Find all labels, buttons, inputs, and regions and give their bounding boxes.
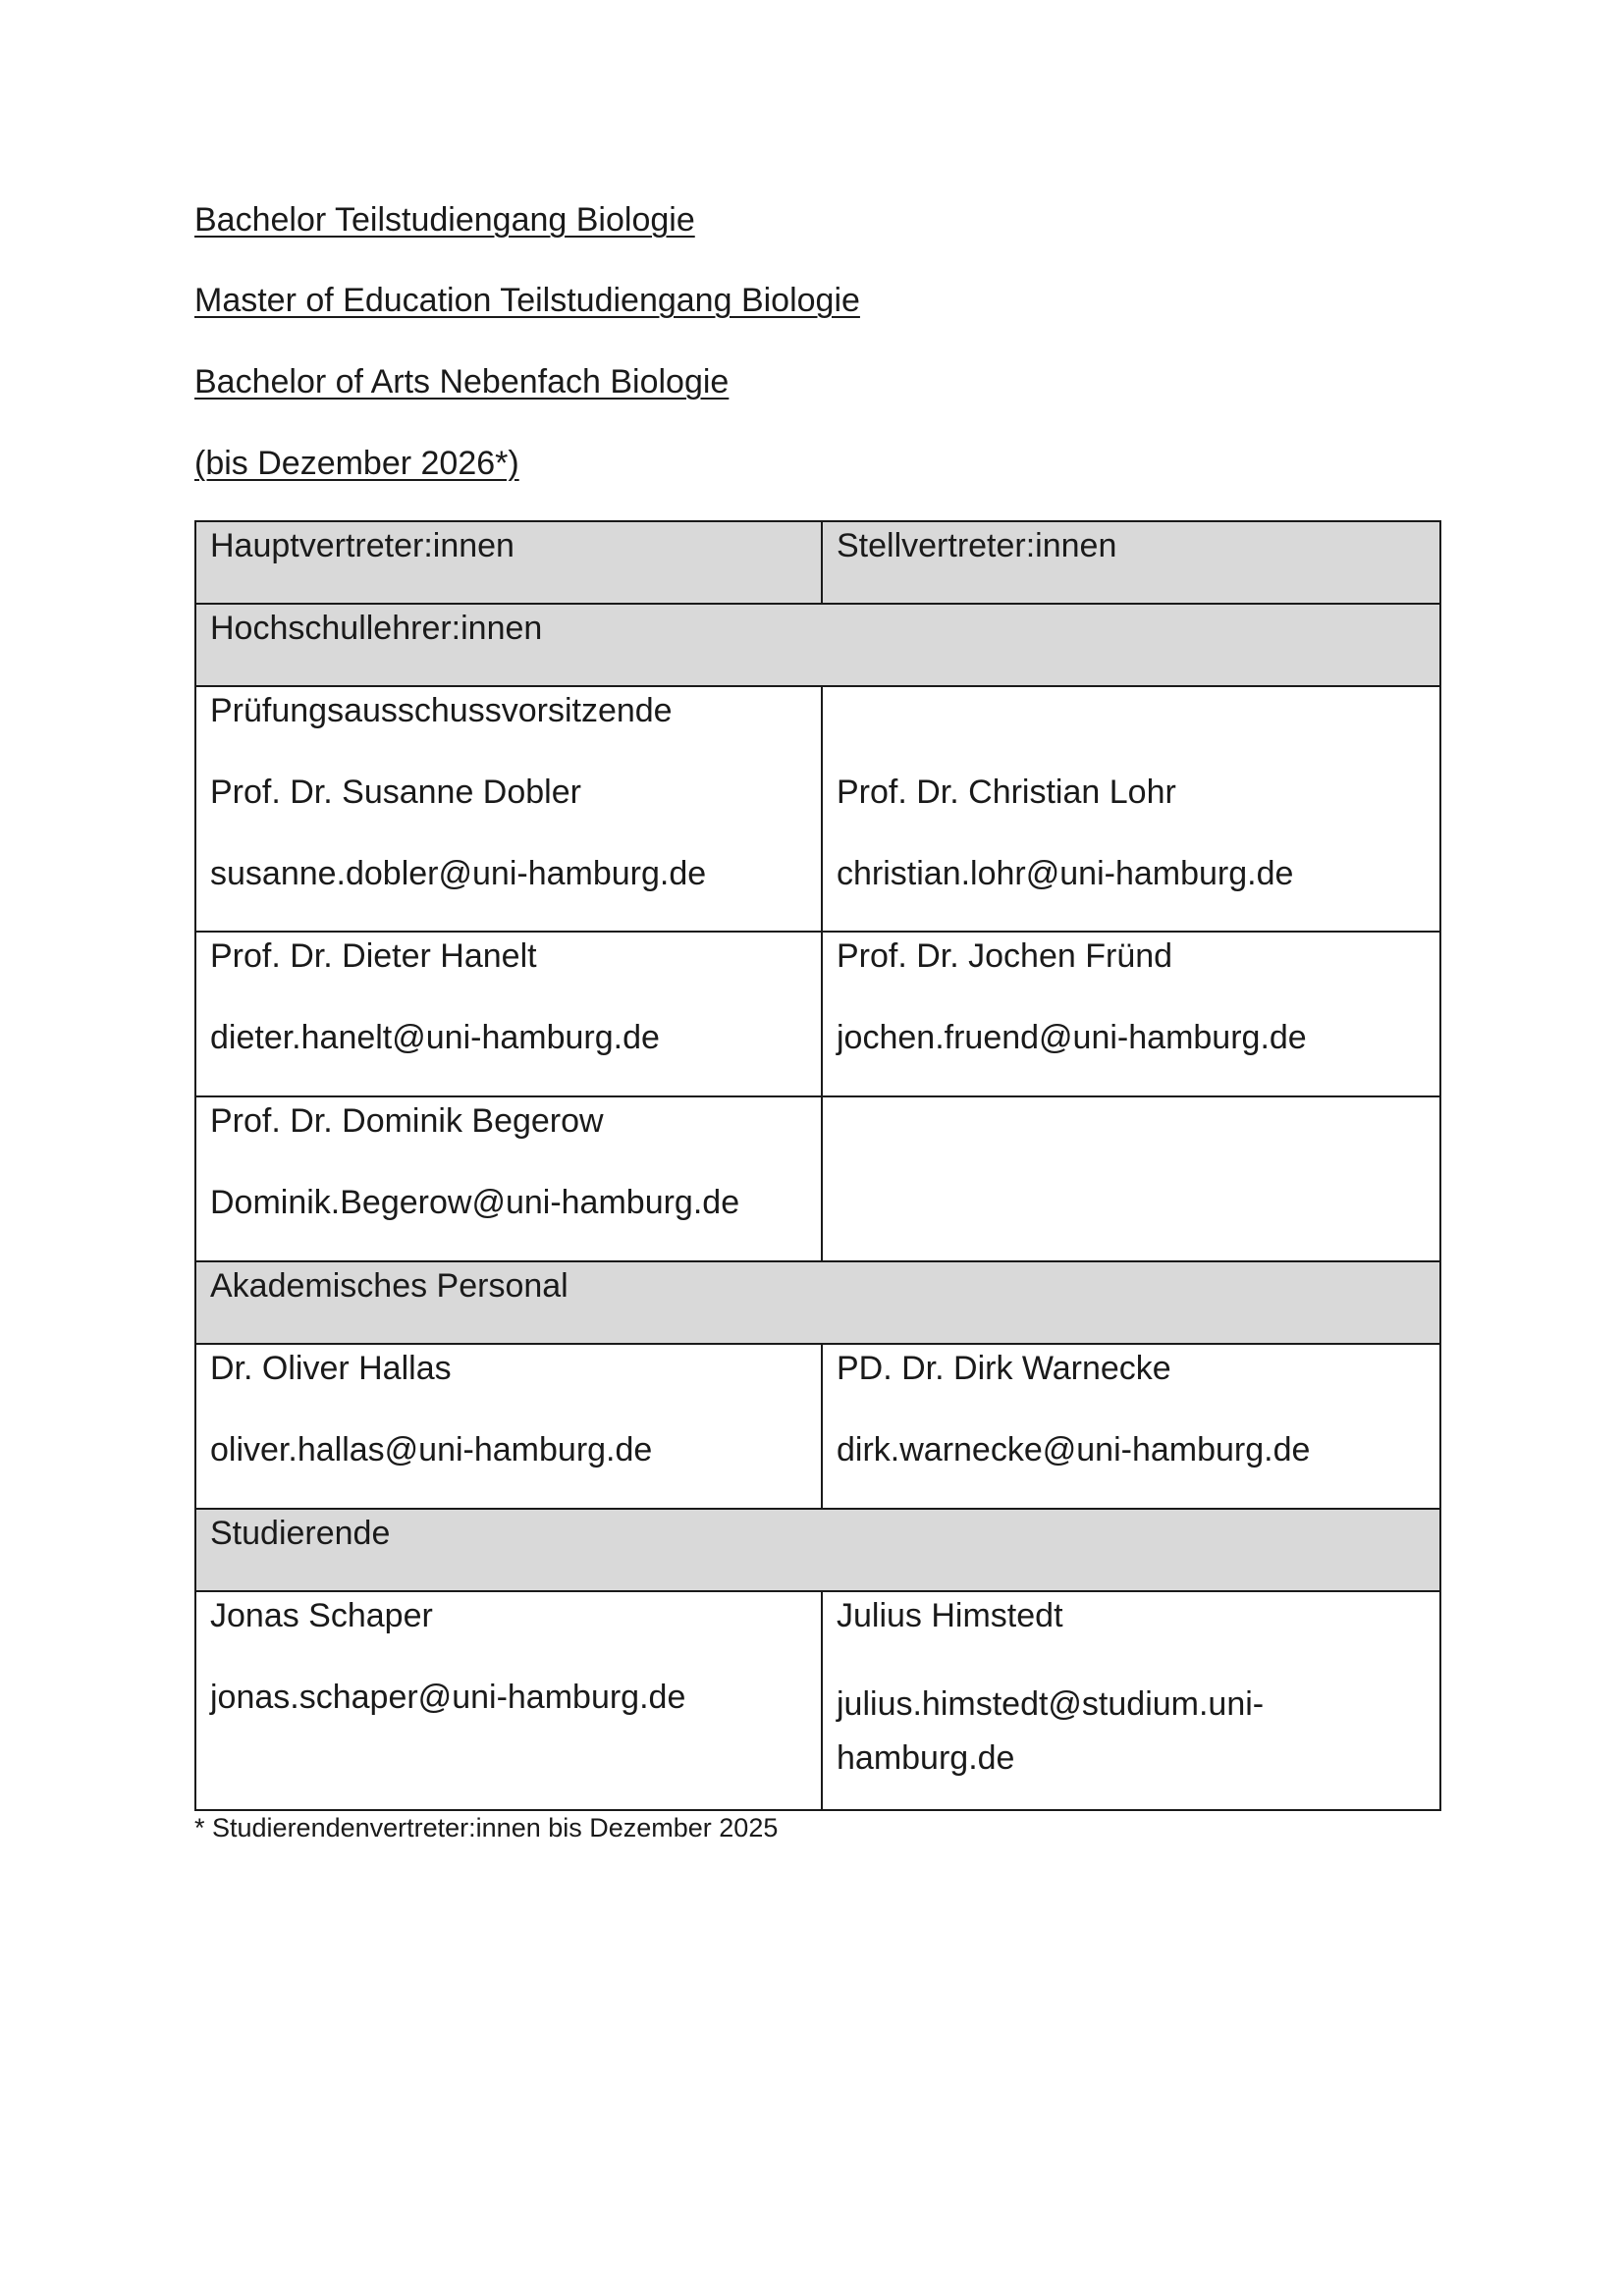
deputy-cell-lohr	[822, 686, 1440, 932]
group-row-students	[195, 1509, 1440, 1591]
heading-term-until: (bis Dezember 2026*)	[194, 445, 519, 482]
table-header-row	[195, 521, 1440, 604]
main-cell-begerow	[195, 1096, 822, 1261]
main-cell-schaper	[195, 1591, 822, 1810]
member-name: Prof. Dr. Susanne Dobler	[210, 774, 581, 811]
deputy-cell-warnecke	[822, 1344, 1440, 1509]
group-row-professors	[195, 604, 1440, 686]
member-name: Julius Himstedt	[837, 1597, 1063, 1634]
member-name: Prof. Dr. Jochen Fründ	[837, 937, 1173, 975]
group-label-professors: Hochschullehrer:innen	[195, 604, 1440, 686]
table-row	[195, 1096, 1440, 1261]
committee-members-table	[194, 520, 1441, 1811]
main-cell-hanelt	[195, 932, 822, 1096]
member-name: Prof. Dr. Dominik Begerow	[210, 1102, 604, 1140]
member-email: jochen.fruend@uni-hamburg.de	[837, 1019, 1307, 1056]
member-name: Prof. Dr. Dieter Hanelt	[210, 937, 537, 975]
group-row-academic	[195, 1261, 1440, 1344]
deputy-cell-fruend	[822, 932, 1440, 1096]
member-email: dieter.hanelt@uni-hamburg.de	[210, 1019, 660, 1056]
member-email: Dominik.Begerow@uni-hamburg.de	[210, 1184, 740, 1221]
heading-master-of-education: Master of Education Teilstudiengang Biologie	[194, 282, 860, 319]
member-email: dirk.warnecke@uni-hamburg.de	[837, 1431, 1311, 1468]
member-email: susanne.dobler@uni-hamburg.de	[210, 855, 707, 892]
main-cell-hallas	[195, 1344, 822, 1509]
member-email: oliver.hallas@uni-hamburg.de	[210, 1431, 653, 1468]
member-email: jonas.schaper@uni-hamburg.de	[210, 1679, 686, 1716]
chair-role-label: Prüfungsausschussvorsitzende	[210, 692, 673, 729]
table-row	[195, 1591, 1440, 1810]
member-name: Dr. Oliver Hallas	[210, 1350, 452, 1387]
member-email: christian.lohr@uni-hamburg.de	[837, 855, 1294, 892]
group-label-academic: Akademisches Personal	[195, 1261, 1440, 1344]
table-row	[195, 1344, 1440, 1509]
footnote: * Studierendenvertreter:innen bis Dezember 2025	[194, 1813, 779, 1842]
member-name: PD. Dr. Dirk Warnecke	[837, 1350, 1171, 1387]
table-row	[195, 932, 1440, 1096]
header-deputy-representatives: Stellvertreter:innen	[822, 521, 1440, 604]
heading-bachelor-teilstudiengang: Bachelor Teilstudiengang Biologie	[194, 201, 695, 239]
member-name: Prof. Dr. Christian Lohr	[837, 774, 1176, 811]
member-name: Jonas Schaper	[210, 1597, 433, 1634]
heading-bachelor-of-arts: Bachelor of Arts Nebenfach Biologie	[194, 363, 730, 400]
deputy-cell-empty	[822, 1096, 1440, 1261]
group-label-students: Studierende	[195, 1509, 1440, 1591]
main-cell-dobler	[195, 686, 822, 932]
header-main-representatives: Hauptvertreter:innen	[195, 521, 822, 604]
table-row	[195, 686, 1440, 932]
member-email: julius.himstedt@studium.uni-hamburg.de	[837, 1685, 1265, 1777]
deputy-cell-himstedt	[822, 1591, 1440, 1810]
